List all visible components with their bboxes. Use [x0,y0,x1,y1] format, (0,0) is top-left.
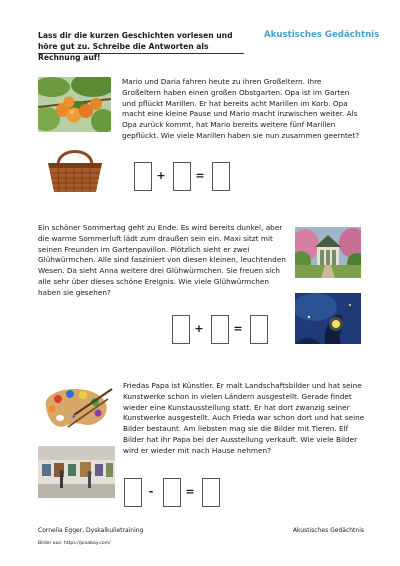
story-3-text: Friedas Papa ist Künstler. Er malt Landschaftsbilder und hat seine Kunstwerke schon in vielen Ländern ausgestellt. Gerade findet wieder eine Kunstausstellung statt. Er hat dort zwanzig seiner Kunstwerke ausgestellt. Auch Frieda war schon dort und hat seine Bilder bestaunt. Am liebsten mag sie die Bilder mit Tieren. Elf Bilder hat ihr Papa bei der Ausstellung verkauft. Wie viele Bilder wird er wieder mit nach Hause nehmen? [123,381,365,455]
answer-box[interactable] [172,315,190,344]
firefly-photo [295,293,361,344]
minus-sign: - [148,485,154,498]
worksheet-title: Akustisches Gedächtnis [264,30,380,40]
plus-sign: + [156,169,166,182]
header-underline [38,53,244,54]
answer-box[interactable] [134,162,152,191]
answer-box[interactable] [202,478,220,507]
image-source-credit: Bilder aus: https://pixabay.com/ [38,541,111,546]
answer-box[interactable] [212,162,230,191]
equals-sign: = [185,485,195,498]
paint-palette-illustration [38,385,114,431]
art-exhibition-photo [38,446,115,498]
equals-sign: = [233,322,243,335]
plus-sign: + [194,322,204,335]
basket-illustration [44,145,106,195]
answer-box[interactable] [163,478,181,507]
footer-author: Cornelia Egger, Dyskalkulietraining [38,527,144,534]
garden-pavilion-photo [295,227,361,278]
answer-box[interactable] [250,315,268,344]
story-2-text: Ein schöner Sommertag geht zu Ende. Es wird bereits dunkel, aber die warme Sommerluft lädt zum draußen sein ein. Maxi sitzt mit seinen Freunden im Gartenpavillon. Plötzlich sieht er zwei Glühwürmchen. Alle sind fasziniert von diesen kleinen, leuchtenden Wesen. Da sieht Anna weitere drei Glühwürmchen. Sie freuen sich alle sehr über dieses schöne Ereignis. Wie viele Glühwürmchen haben sie gesehen? [38,223,286,297]
answer-box[interactable] [173,162,191,191]
answer-box[interactable] [211,315,229,344]
apricot-tree-photo [38,77,111,132]
instruction-text: Lass dir die kurzen Geschichten vorlesen und höre gut zu. Schreibe die Antworten als Rechnung auf! [38,31,233,62]
equals-sign: = [195,169,205,182]
story-1-text: Mario und Daria fahren heute zu ihren Großeltern. Ihre Großeltern haben einen großen Obstgarten. Opa ist im Garten und pflückt Marillen. Er hat bereits acht Marillen im Korb. Opa macht eine kleine Pause und Mario macht inzwischen weiter. Als Opa zurück kommt, hat Mario bereits weitere fünf Marillen gepflückt. Wie viele Marillen haben sie nun zusammen geerntet? [122,77,360,140]
answer-box[interactable] [124,478,142,507]
footer-topic: Akustisches Gedächtnis [292,527,364,534]
